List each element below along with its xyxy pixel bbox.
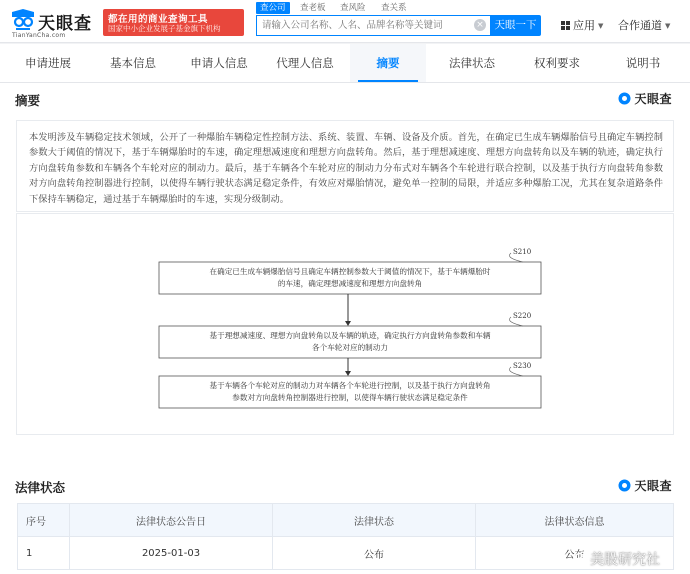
tianyancha-logo[interactable]: [10, 8, 102, 38]
promo-line2: 国家中小企业发展子基金旗下机构: [108, 24, 221, 33]
legal-title: 法律状态: [15, 480, 66, 495]
coop-label: 合作通道: [618, 19, 662, 32]
flow-step-text: 基于车辆各个车轮对应的制动力对车辆各个车轮进行控制，以及基于执行方向盘转角: [209, 381, 491, 390]
tab-applicant[interactable]: 申请人信息: [190, 56, 248, 70]
cell-index: 1: [18, 537, 70, 570]
cell-status: 公布: [273, 537, 476, 570]
brand-text: 天眼查: [634, 92, 672, 106]
eye-logo-icon: [618, 479, 631, 492]
legal-header: [0, 478, 690, 502]
chevron-down-icon: ▼: [665, 22, 671, 30]
tab-basic-info[interactable]: 基本信息: [110, 56, 156, 70]
promo-line1: 都在用的商业查询工具: [108, 14, 209, 25]
flow-step-id: S230: [513, 362, 532, 370]
brand-text: 天眼查: [634, 479, 672, 493]
coop-menu[interactable]: [618, 17, 670, 33]
flow-step-text: 各个车轮对应的制动力: [312, 343, 388, 352]
flow-step-text: 基于理想减速度、理想方向盘转角以及车辆的轨迹，确定执行方向盘转角参数和车辆: [209, 331, 491, 340]
flow-step-text: 参数对方向盘转角控制器进行控制，以使得车辆行驶状态满足稳定条件: [232, 393, 468, 402]
tab-abstract[interactable]: 摘要: [350, 44, 426, 82]
col-date: 法律状态公告日: [70, 504, 273, 537]
top-header: [0, 0, 690, 43]
flow-arrow-head: [345, 321, 351, 326]
search-button[interactable]: 天眼一下: [490, 15, 541, 36]
cell-info: 公布: [476, 537, 674, 570]
abstract-text: 本发明涉及车辆稳定技术领域，公开了一种爆胎车辆稳定性控制方法、系统、装置、车辆、设备及介质。首先，在确定已生成车辆爆胎信号且确定车辆控制参数大于阈值的情况下，基于车辆爆胎时的车速，确定理想减速度和理想方向盘转角。然后，基于理想减速度、理想方向盘转角以及车辆的轨迹，确定执行方向盘转角参数和车辆各个车轮对应的制动力。最后，基于车辆各个车轮对应的制动力分布式对车辆各个车轮进行联合控制，以及基于执行方向盘转角参数对方向盘转角控制器进行控制，以使得车辆行驶状态满足稳定条件，有效应对爆胎情况，避免单一控制的局限，并适应多种爆胎工况，尤其在复杂道路条件下保持车辆稳定，通过基于车辆爆胎时的车速，实现分级制动。: [29, 132, 663, 205]
flow-step-text: 的车速，确定理想减速度和理想方向盘转角: [277, 279, 423, 288]
brand-logo: [618, 90, 672, 106]
search-input[interactable]: [262, 17, 472, 34]
flow-step-id: S220: [513, 312, 532, 320]
tab-agent[interactable]: 代理人信息: [276, 56, 334, 70]
col-index: 序号: [18, 504, 70, 537]
abstract-box: [16, 120, 674, 212]
abstract-title: 摘要: [15, 93, 41, 108]
table-header-row: [18, 504, 674, 537]
abstract-figure[interactable]: [16, 213, 674, 435]
tab-legal-status[interactable]: 法律状态: [449, 56, 495, 70]
patent-tab-bar: [0, 44, 690, 83]
chevron-down-icon: ▼: [598, 22, 604, 30]
col-status: 法律状态: [273, 504, 476, 537]
logo-url: TianYanCha.com: [12, 32, 66, 39]
apps-menu[interactable]: [561, 17, 603, 33]
flow-arrow-head: [345, 371, 351, 376]
clear-icon[interactable]: ×: [474, 19, 486, 31]
flowchart: [17, 214, 673, 434]
apps-label: 应用: [573, 19, 595, 32]
content-card: [0, 83, 690, 574]
brand-logo: [618, 477, 672, 493]
eye-logo-icon: [618, 92, 631, 105]
tab-description[interactable]: 说明书: [625, 56, 661, 70]
watermark-text: 美股研究社: [590, 552, 660, 568]
promo-banner[interactable]: [103, 9, 244, 36]
wechat-icon: [574, 552, 588, 566]
search-tab-relation[interactable]: 查关系: [381, 3, 407, 13]
logo-eye-icon: [10, 8, 36, 32]
grid-icon: [561, 21, 570, 30]
logo-text: 天眼查: [38, 14, 92, 34]
tab-progress[interactable]: 申请进展: [25, 56, 71, 70]
col-info: 法律状态信息: [476, 504, 674, 537]
flow-step-id: S210: [513, 248, 532, 256]
abstract-header: [0, 91, 690, 115]
search-tab-company[interactable]: 查公司: [256, 2, 290, 14]
tab-claims[interactable]: 权利要求: [534, 56, 580, 70]
flow-step-text: 在确定已生成车辆爆胎信号且确定车辆控制参数大于阈值的情况下，基于车辆爆胎时: [209, 267, 491, 276]
search-box: [256, 15, 490, 36]
search-tab-boss[interactable]: 查老板: [300, 3, 326, 13]
search-tab-risk[interactable]: 查风险: [340, 3, 366, 13]
watermark: [574, 549, 660, 569]
cell-date: 2025-01-03: [70, 537, 273, 570]
